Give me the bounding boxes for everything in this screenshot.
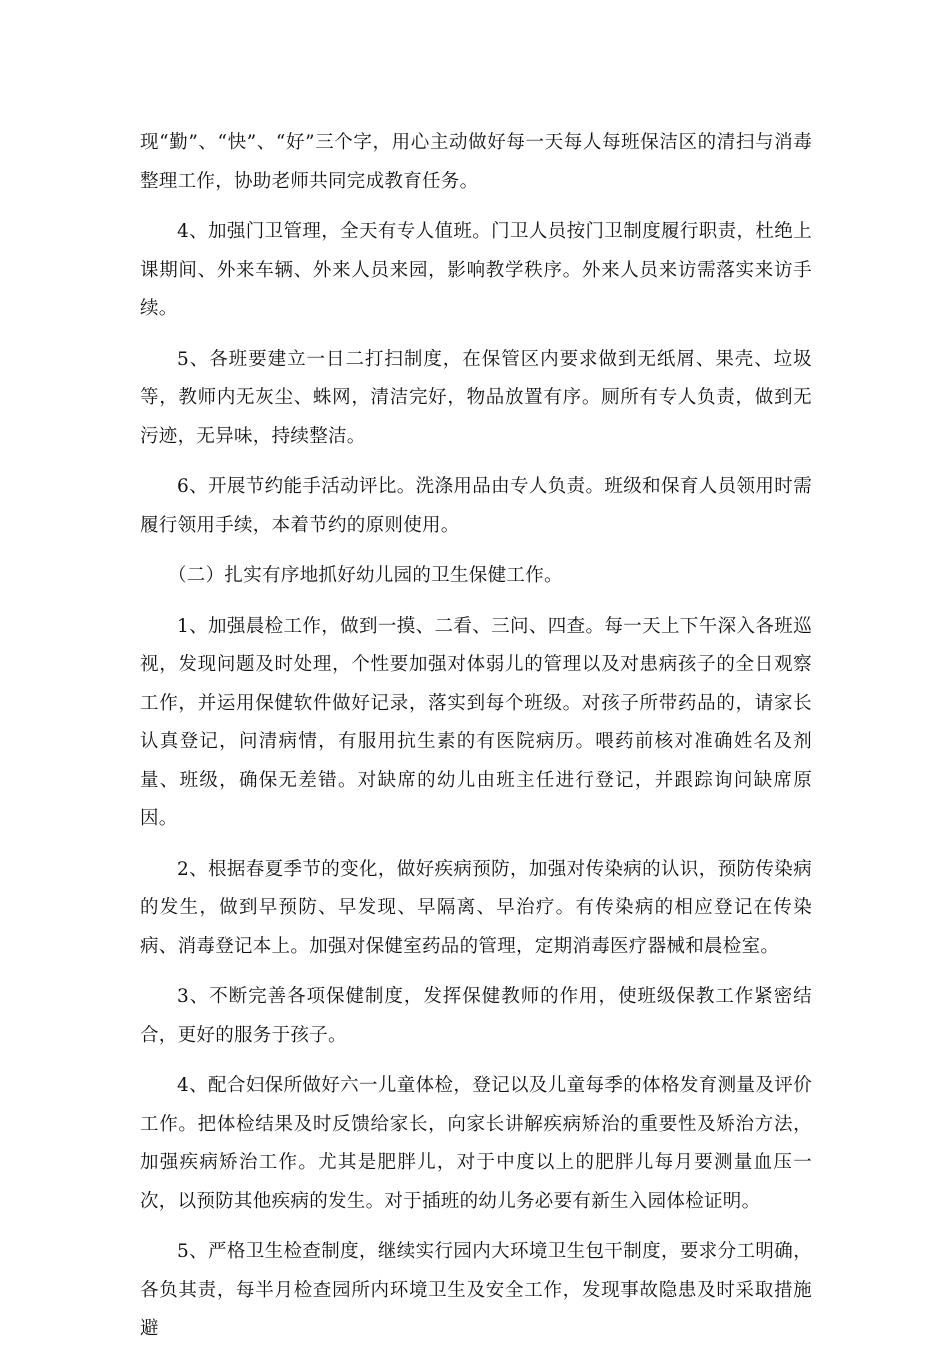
paragraph-continuation: 现“勤”、“快”、“好”三个字，用心主动做好每一天每人每班保洁区的清扫与消毒整理工作，协助老师共同完成教育任务。: [140, 132, 812, 192]
paragraph-item-3-health-system: 3、不断完善各项保健制度，发挥保健教师的作用，使班级保教工作紧密结合，更好的服务于孩子。: [140, 986, 812, 1046]
paragraph-item-6-saving-contest: 6、开展节约能手活动评比。洗涤用品由专人负责。班级和保育人员领用时需履行领用手续，本着节约的原则使用。: [140, 476, 812, 536]
paragraph-item-2-disease-prevention: 2、根据春夏季节的变化，做好疾病预防，加强对传染病的认识，预防传染病的发生，做到早预防、早发现、早隔离、早治疗。有传染病的相应登记在传染病、消毒登记本上。加强对保健室药品的管理，定期消毒医疗器械和晨检室。: [140, 858, 812, 957]
document-body: [140, 124, 812, 1361]
section-heading-health-care: （二）扎实有序地抓好幼儿园的卫生保健工作。: [168, 565, 563, 586]
paragraph-item-1-morning-check: 1、加强晨检工作，做到一摸、二看、三问、四查。每一天上下午深入各班巡视，发现问题及时处理，个性要加强对体弱儿的管理以及对患病孩子的全日观察工作，并运用保健软件做好记录，落实到每个班级。对孩子所带药品的，请家长认真登记，问清病情，有服用抗生素的有医院病历。喂药前核对准确姓名及剂量、班级，确保无差错。对缺席的幼儿由班主任进行登记，并跟踪询问缺席原因。: [140, 615, 812, 829]
paragraph-item-4-gate-management: 4、加强门卫管理，全天有专人值班。门卫人员按门卫制度履行职责，杜绝上课期间、外来车辆、外来人员来园，影响教学秩序。外来人员来访需落实来访手续。: [140, 221, 812, 319]
paragraph-item-4-physical-exam: 4、配合妇保所做好六一儿童体检，登记以及儿童每季的体格发育测量及评价工作。把体检结果及时反馈给家长，向家长讲解疾病矫治的重要性及矫治方法，加强疾病矫治工作。尤其是肥胖儿，对于中度以上的肥胖儿每月要测量血压一次，以预防其他疾病的发生。对于插班的幼儿务必要有新生入园体检证明。: [140, 1075, 812, 1212]
paragraph-item-5-cleaning-system: 5、各班要建立一日二打扫制度，在保管区内要求做到无纸屑、果壳、垃圾等，教师内无灰尘、蛛网，清洁完好，物品放置有序。厕所有专人负责，做到无污迹，无异味，持续整洁。: [140, 348, 812, 447]
paragraph-item-5-hygiene-inspection: 5、严格卫生检查制度，继续实行园内大环境卫生包干制度，要求分工明确，各负其责，每半月检查园所内环境卫生及安全工作，发现事故隐患及时采取措施避: [140, 1241, 812, 1339]
